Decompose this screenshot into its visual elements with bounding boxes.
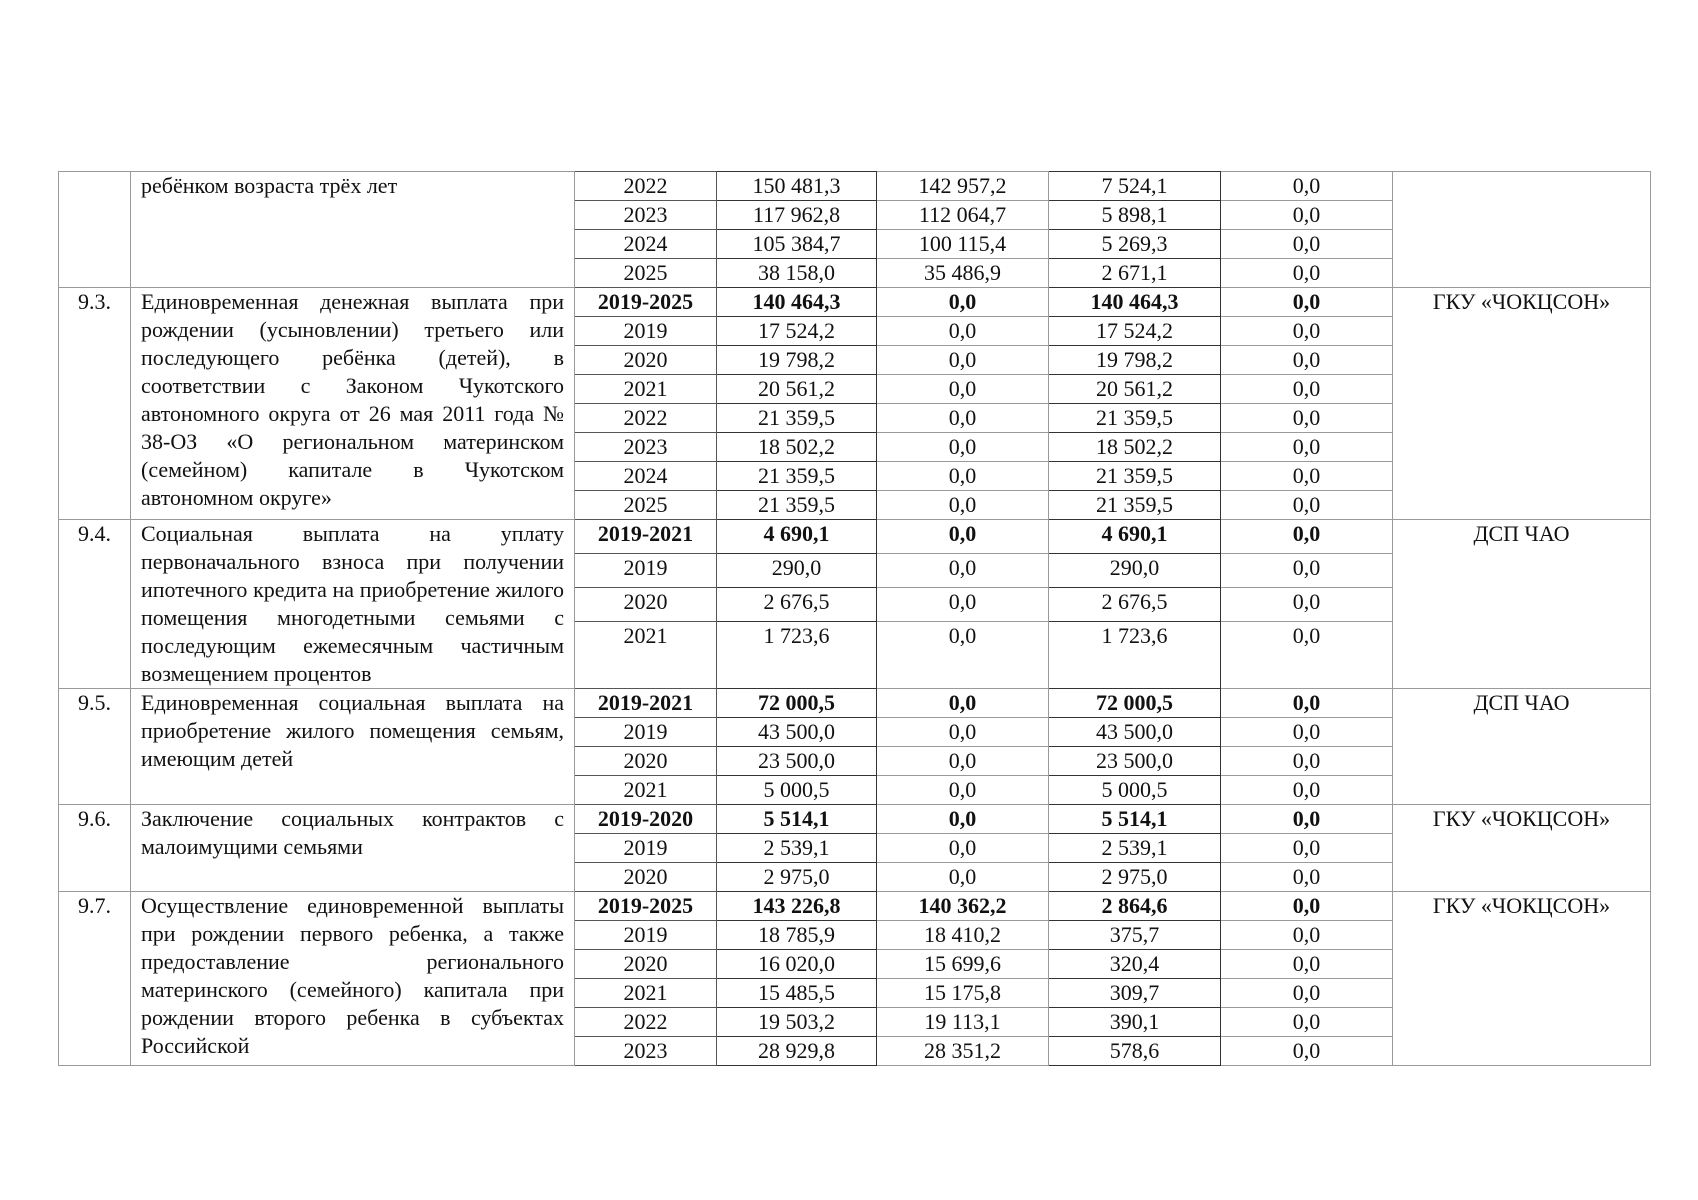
regional-cell: 2 864,6 [1049, 892, 1221, 921]
total-cell: 19 503,2 [717, 1008, 877, 1037]
federal-cell: 0,0 [877, 834, 1049, 863]
federal-cell: 18 410,2 [877, 921, 1049, 950]
other-cell: 0,0 [1221, 622, 1393, 689]
item-number: 9.7. [59, 892, 131, 1066]
other-cell: 0,0 [1221, 863, 1393, 892]
regional-cell: 5 000,5 [1049, 776, 1221, 805]
item-number [59, 172, 131, 288]
item-number: 9.5. [59, 689, 131, 805]
regional-cell: 140 464,3 [1049, 288, 1221, 317]
federal-cell: 0,0 [877, 433, 1049, 462]
year-cell: 2024 [575, 230, 717, 259]
year-cell: 2021 [575, 375, 717, 404]
other-cell: 0,0 [1221, 554, 1393, 588]
total-cell: 2 975,0 [717, 863, 877, 892]
federal-cell: 0,0 [877, 288, 1049, 317]
table-body [59, 172, 1651, 1066]
regional-cell: 17 524,2 [1049, 317, 1221, 346]
year-cell: 2019 [575, 554, 717, 588]
other-cell: 0,0 [1221, 805, 1393, 834]
total-cell: 140 464,3 [717, 288, 877, 317]
federal-cell: 140 362,2 [877, 892, 1049, 921]
year-cell: 2022 [575, 172, 717, 201]
year-cell: 2021 [575, 776, 717, 805]
year-cell: 2020 [575, 747, 717, 776]
federal-cell: 0,0 [877, 805, 1049, 834]
other-cell: 0,0 [1221, 230, 1393, 259]
federal-cell: 0,0 [877, 863, 1049, 892]
regional-cell: 21 359,5 [1049, 491, 1221, 520]
year-cell: 2023 [575, 433, 717, 462]
federal-cell: 0,0 [877, 462, 1049, 491]
total-cell: 290,0 [717, 554, 877, 588]
other-cell: 0,0 [1221, 288, 1393, 317]
total-row [59, 689, 1651, 718]
item-description: Осуществление единовременной выплаты при рождении первого ребенка, а также предоставление регионального материнского (семейного) капитала при рождении второго ребенка в субъектах Российской [131, 892, 575, 1066]
federal-cell: 0,0 [877, 776, 1049, 805]
federal-cell: 0,0 [877, 718, 1049, 747]
other-cell: 0,0 [1221, 1037, 1393, 1066]
other-cell: 0,0 [1221, 776, 1393, 805]
regional-cell: 1 723,6 [1049, 622, 1221, 689]
item-number: 9.3. [59, 288, 131, 520]
other-cell: 0,0 [1221, 520, 1393, 554]
federal-cell: 0,0 [877, 520, 1049, 554]
regional-cell: 2 676,5 [1049, 588, 1221, 622]
total-row [59, 805, 1651, 834]
regional-cell: 19 798,2 [1049, 346, 1221, 375]
year-cell: 2019-2025 [575, 288, 717, 317]
federal-cell: 28 351,2 [877, 1037, 1049, 1066]
total-row [59, 288, 1651, 317]
federal-cell: 0,0 [877, 622, 1049, 689]
regional-cell: 2 975,0 [1049, 863, 1221, 892]
year-row [59, 172, 1651, 201]
total-cell: 2 539,1 [717, 834, 877, 863]
federal-cell: 35 486,9 [877, 259, 1049, 288]
regional-cell: 375,7 [1049, 921, 1221, 950]
responsible-organization: ГКУ «ЧОКЦСОН» [1393, 805, 1651, 892]
federal-cell: 0,0 [877, 491, 1049, 520]
item-number: 9.4. [59, 520, 131, 689]
year-cell: 2020 [575, 950, 717, 979]
year-cell: 2019-2020 [575, 805, 717, 834]
federal-cell: 0,0 [877, 346, 1049, 375]
total-cell: 23 500,0 [717, 747, 877, 776]
federal-cell: 0,0 [877, 404, 1049, 433]
regional-cell: 5 514,1 [1049, 805, 1221, 834]
regional-cell: 21 359,5 [1049, 462, 1221, 491]
year-cell: 2025 [575, 491, 717, 520]
total-cell: 72 000,5 [717, 689, 877, 718]
regional-cell: 578,6 [1049, 1037, 1221, 1066]
other-cell: 0,0 [1221, 588, 1393, 622]
total-cell: 5 514,1 [717, 805, 877, 834]
year-cell: 2021 [575, 979, 717, 1008]
other-cell: 0,0 [1221, 375, 1393, 404]
other-cell: 0,0 [1221, 172, 1393, 201]
regional-cell: 290,0 [1049, 554, 1221, 588]
total-cell: 105 384,7 [717, 230, 877, 259]
federal-cell: 0,0 [877, 554, 1049, 588]
year-cell: 2022 [575, 1008, 717, 1037]
federal-cell: 112 064,7 [877, 201, 1049, 230]
federal-cell: 100 115,4 [877, 230, 1049, 259]
year-cell: 2020 [575, 863, 717, 892]
total-cell: 17 524,2 [717, 317, 877, 346]
total-cell: 18 785,9 [717, 921, 877, 950]
regional-cell: 5 898,1 [1049, 201, 1221, 230]
item-description: Единовременная социальная выплата на приобретение жилого помещения семьям, имеющим детей [131, 689, 575, 805]
responsible-organization: ГКУ «ЧОКЦСОН» [1393, 288, 1651, 520]
federal-cell: 0,0 [877, 375, 1049, 404]
year-cell: 2019 [575, 317, 717, 346]
regional-cell: 390,1 [1049, 1008, 1221, 1037]
year-cell: 2019 [575, 834, 717, 863]
regional-cell: 4 690,1 [1049, 520, 1221, 554]
total-cell: 21 359,5 [717, 491, 877, 520]
total-cell: 150 481,3 [717, 172, 877, 201]
regional-cell: 7 524,1 [1049, 172, 1221, 201]
year-cell: 2019-2021 [575, 520, 717, 554]
other-cell: 0,0 [1221, 979, 1393, 1008]
responsible-organization: ДСП ЧАО [1393, 520, 1651, 689]
federal-cell: 15 699,6 [877, 950, 1049, 979]
total-cell: 2 676,5 [717, 588, 877, 622]
year-cell: 2021 [575, 622, 717, 689]
total-cell: 5 000,5 [717, 776, 877, 805]
total-cell: 20 561,2 [717, 375, 877, 404]
other-cell: 0,0 [1221, 1008, 1393, 1037]
total-cell: 19 798,2 [717, 346, 877, 375]
budget-table [58, 171, 1651, 1066]
item-description: Заключение социальных контрактов с малоимущими семьями [131, 805, 575, 892]
other-cell: 0,0 [1221, 433, 1393, 462]
total-cell: 1 723,6 [717, 622, 877, 689]
other-cell: 0,0 [1221, 346, 1393, 375]
total-cell: 43 500,0 [717, 718, 877, 747]
total-cell: 21 359,5 [717, 404, 877, 433]
other-cell: 0,0 [1221, 462, 1393, 491]
federal-cell: 0,0 [877, 588, 1049, 622]
federal-cell: 15 175,8 [877, 979, 1049, 1008]
other-cell: 0,0 [1221, 834, 1393, 863]
responsible-organization: ДСП ЧАО [1393, 689, 1651, 805]
year-cell: 2024 [575, 462, 717, 491]
year-cell: 2025 [575, 259, 717, 288]
other-cell: 0,0 [1221, 404, 1393, 433]
total-cell: 143 226,8 [717, 892, 877, 921]
year-cell: 2019-2025 [575, 892, 717, 921]
other-cell: 0,0 [1221, 921, 1393, 950]
other-cell: 0,0 [1221, 950, 1393, 979]
regional-cell: 5 269,3 [1049, 230, 1221, 259]
total-row [59, 520, 1651, 554]
year-cell: 2019-2021 [575, 689, 717, 718]
total-cell: 4 690,1 [717, 520, 877, 554]
total-row [59, 892, 1651, 921]
regional-cell: 21 359,5 [1049, 404, 1221, 433]
regional-cell: 2 539,1 [1049, 834, 1221, 863]
item-description: Социальная выплата на уплату первоначального взноса при получении ипотечного кредита на приобретение жилого помещения многодетными семьями с последующим ежемесячным частичным возмещением процентов [131, 520, 575, 689]
year-cell: 2020 [575, 346, 717, 375]
item-description: Единовременная денежная выплата при рождении (усыновлении) третьего или последующего ребёнка (детей), в соответствии с Законом Чукотского автономного округа от 26 мая 2011 года № 38-ОЗ «О региональном материнском (семейном) капитале в Чукотском автономном округе» [131, 288, 575, 520]
federal-cell: 19 113,1 [877, 1008, 1049, 1037]
federal-cell: 0,0 [877, 747, 1049, 776]
regional-cell: 18 502,2 [1049, 433, 1221, 462]
other-cell: 0,0 [1221, 201, 1393, 230]
total-cell: 38 158,0 [717, 259, 877, 288]
total-cell: 21 359,5 [717, 462, 877, 491]
regional-cell: 23 500,0 [1049, 747, 1221, 776]
regional-cell: 72 000,5 [1049, 689, 1221, 718]
other-cell: 0,0 [1221, 747, 1393, 776]
federal-cell: 142 957,2 [877, 172, 1049, 201]
total-cell: 28 929,8 [717, 1037, 877, 1066]
federal-cell: 0,0 [877, 317, 1049, 346]
responsible-organization: ГКУ «ЧОКЦСОН» [1393, 892, 1651, 1066]
item-number: 9.6. [59, 805, 131, 892]
regional-cell: 2 671,1 [1049, 259, 1221, 288]
year-cell: 2019 [575, 921, 717, 950]
other-cell: 0,0 [1221, 491, 1393, 520]
other-cell: 0,0 [1221, 892, 1393, 921]
regional-cell: 43 500,0 [1049, 718, 1221, 747]
item-description: ребёнком возраста трёх лет [131, 172, 575, 288]
total-cell: 18 502,2 [717, 433, 877, 462]
responsible-organization [1393, 172, 1651, 288]
year-cell: 2023 [575, 1037, 717, 1066]
total-cell: 117 962,8 [717, 201, 877, 230]
other-cell: 0,0 [1221, 718, 1393, 747]
total-cell: 15 485,5 [717, 979, 877, 1008]
regional-cell: 20 561,2 [1049, 375, 1221, 404]
other-cell: 0,0 [1221, 259, 1393, 288]
year-cell: 2019 [575, 718, 717, 747]
year-cell: 2020 [575, 588, 717, 622]
regional-cell: 320,4 [1049, 950, 1221, 979]
total-cell: 16 020,0 [717, 950, 877, 979]
other-cell: 0,0 [1221, 689, 1393, 718]
other-cell: 0,0 [1221, 317, 1393, 346]
year-cell: 2022 [575, 404, 717, 433]
regional-cell: 309,7 [1049, 979, 1221, 1008]
year-cell: 2023 [575, 201, 717, 230]
federal-cell: 0,0 [877, 689, 1049, 718]
